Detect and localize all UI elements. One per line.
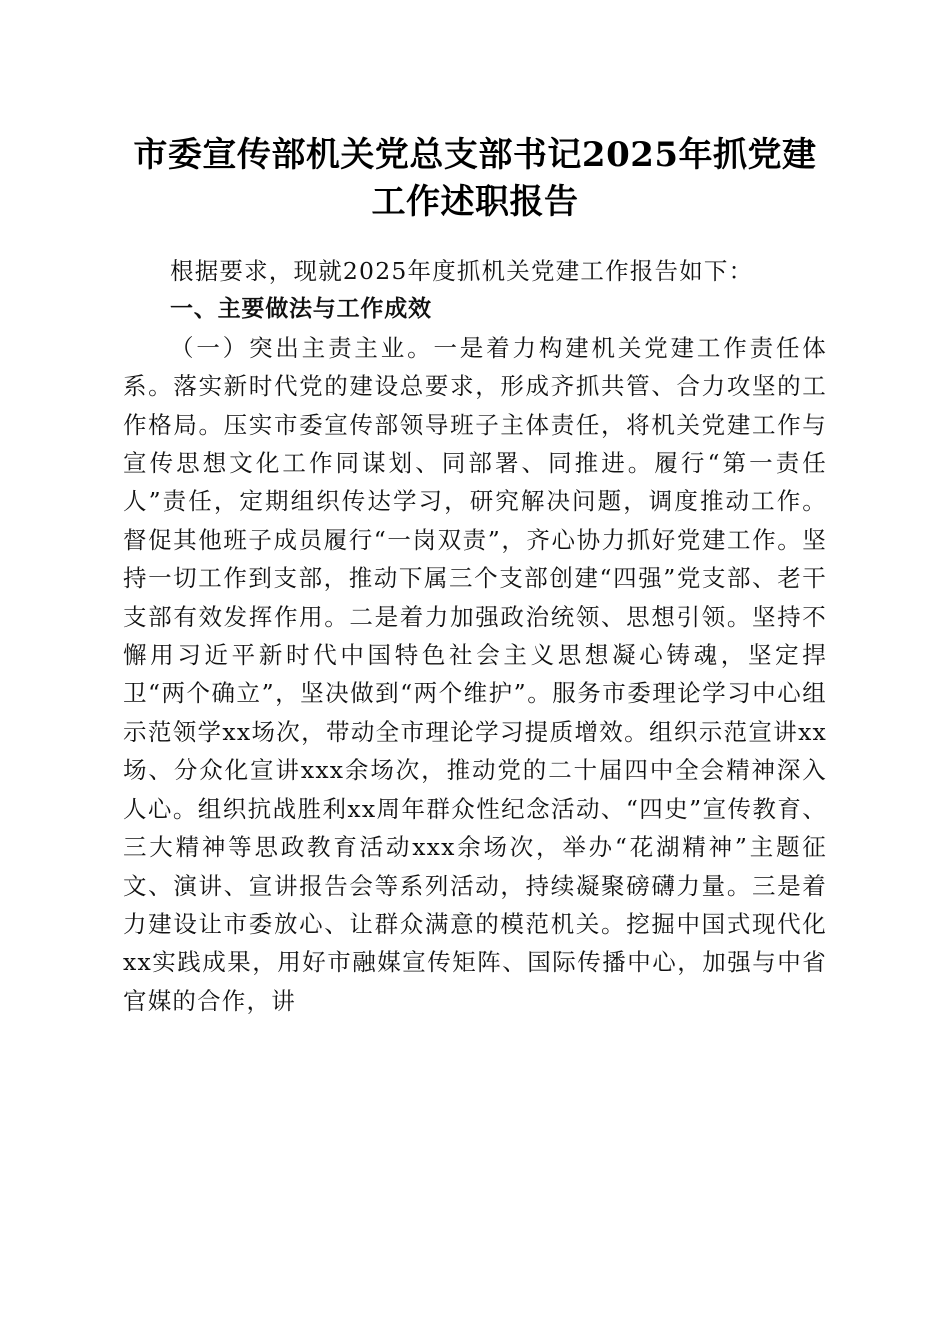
intro-paragraph: 根据要求，现就2025年度抓机关党建工作报告如下：	[170, 257, 754, 285]
title-line-1: 市委宣传部机关党总支部书记2025年抓党建	[133, 135, 817, 175]
document-body	[123, 252, 827, 1020]
body-paragraph: （一）突出主责主业。一是着力构建机关党建工作责任体系。落实新时代党的建设总要求，形成齐抓共管、合力攻坚的工作格局。压实市委宣传部领导班子主体责任，将机关党建工作与宣传思想文化工作同谋划、同部署、同推进。履行“第一责任人”责任，定期组织传达学习，研究解决问题，调度推动工作。督促其他班子成员履行“一岗双责”，齐心协力抓好党建工作。坚持一切工作到支部，推动下属三个支部创建“四强”党支部、老干支部有效发挥作用。二是着力加强政治统领、思想引领。坚持不懈用习近平新时代中国特色社会主义思想凝心铸魂，坚定捍卫“两个确立”，坚决做到“两个维护”。服务市委理论学习中心组示范领学xx场次，带动全市理论学习提质增效。组织示范宣讲xx场、分众化宣讲xxx余场次，推动党的二十届四中全会精神深入人心。组织抗战胜利xx周年群众性纪念活动、“四史”宣传教育、三大精神等思政教育活动xxx余场次，举办“花湖精神”主题征文、演讲、宣讲报告会等系列活动，持续凝聚磅礴力量。三是着力建设让市委放心、让群众满意的模范机关。挖掘中国式现代化xx实践成果，用好市融媒宣传矩阵、国际传播中心，加强与中省官媒的合作，讲	[123, 333, 827, 1015]
document-title	[100, 132, 850, 226]
section-heading: 一、主要做法与工作成效	[170, 296, 432, 323]
title-line-2: 工作述职报告	[371, 182, 579, 222]
